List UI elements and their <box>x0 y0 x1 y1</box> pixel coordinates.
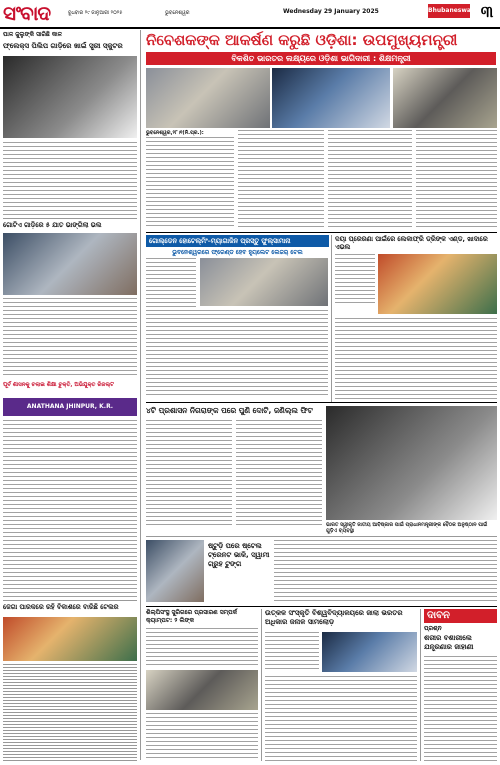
divider <box>261 609 262 761</box>
odia-date: ବୁଧବାର ୨୯ ଜାନୁଆରୀ ୨୦୨୫ <box>68 10 123 16</box>
left-kicker: ପାଳ ଜୁଲୁଙ୍କି ସାରିଛି କାଳ <box>3 31 62 38</box>
section-label: ଭୁବନେଶ୍ୱର <box>165 10 190 16</box>
bottom-left-text <box>146 628 258 666</box>
third-col-1 <box>146 420 232 528</box>
lead-subhead: ବିକଶିତ ଭାରତର ଲକ୍ଷ୍ୟରେ ଓଡ଼ିଶା ଭାଗିଦାରୀ : ଶିକ୍ଷମନ୍ତ୍ରୀ <box>146 52 496 65</box>
bottom-left-headline: ଶିଲ୍ପିସଂସ୍ଥ ସୁରିଗରେ ପ୍ରସାରଣ ସମ୍ପର୍କ କ୍ୟାମ୍ପଟ: ୨ ଲିଙ୍କ <box>146 609 238 624</box>
left-bottom-headline: ଜେଗା ପାରକରେ ରହି ବିକାଶରେ ବାରିଛି ଟେଲର <box>3 603 119 611</box>
bottom-mid-text-b <box>265 676 417 761</box>
small-story-text <box>274 540 497 602</box>
lead-photo-1 <box>146 68 270 128</box>
bottom-left-text-2 <box>146 713 258 761</box>
column-headline: ଶରୀର ବଶାରୀଲେ ଯନ୍ତ୍ରଣାର ଜାହାଣୀ <box>424 634 474 651</box>
divider <box>146 606 497 607</box>
column-divider <box>140 30 141 760</box>
left-mid-headline: ଗୋଟିଏ ଗାଡ଼ିରେ ୫ ଯାତ ଭାଙ୍ଗିଲା ଭଲ <box>3 221 102 229</box>
group-photo <box>3 617 137 661</box>
second-text-a <box>146 258 196 308</box>
left-article-text <box>3 142 137 216</box>
second-text-b <box>146 310 328 398</box>
third-col-2 <box>236 420 322 528</box>
column-text <box>424 656 497 761</box>
right-text-b <box>335 318 497 400</box>
small-headline: ଷ୍ଟୁଡ଼ି ପରେ ଷ୍ଟେଲ ଟ୍ରେନଟ ଭାକି, ସ୍ୱାମୀ ଗ୍ରୁହ ଟୁଙ୍ଗ <box>208 542 270 568</box>
divider <box>3 218 137 219</box>
second-subhead: ଭୁବନେଶ୍ୱରରେ ଫ୍ରେଣ୍ଡ ହେବ ହ୍ୟୁଲେଟ ଲେଜର୍ ଟେଲ <box>172 249 303 256</box>
bottom-left-photo <box>146 670 258 710</box>
small-photo <box>146 540 204 602</box>
third-headline: ୪ଟି ପ୍ରଶାସନ ନିଗରାଙ୍କ ପରେ ପୁଣି ଦୋଟି, ଜଣିଲ୍ଲ ଫିଟ <box>146 406 313 415</box>
lead-headline: ନିବେଶକଙ୍କ ଆକର୍ଷଣ କରୁଛି ଓଡ଼ିଶା: ଉପମୁଖ୍ୟମନ୍ତ୍ରୀ <box>146 31 458 49</box>
left-subhead: ପୂର୍ବ ଶାସନକୁ ଚଲାଇ ଶିକ୍ଷା ଚୁକ୍ତି, ଅଭିଯୁକ୍ତ ରିଜଲ୍ଟ <box>3 382 114 388</box>
divider <box>146 402 497 403</box>
lead-col-1 <box>146 137 234 229</box>
ceremony-photo <box>378 254 497 314</box>
divider <box>146 232 497 233</box>
event-photo <box>200 258 328 306</box>
banner-ad: ANATHANA JHINPUR, K.R. <box>3 398 137 416</box>
bottom-mid-photo <box>322 632 417 672</box>
lead-col-2 <box>238 130 324 229</box>
english-date: Wednesday 29 January 2025 <box>283 8 379 15</box>
right-headline: ଦୟା ପ୍ରେରଣା ପାଇଁରେ ଲେକାଫ୍ରି ଡ୍ରିଙ୍କ ଏଣ୍ଡ, ଖାଦାରେ ଏଭଲ <box>335 235 488 251</box>
newspaper-logo: ସଂବାଦ <box>3 1 51 25</box>
divider <box>3 600 137 601</box>
left-mid-text <box>3 298 137 378</box>
divider <box>331 235 332 403</box>
divider <box>146 536 497 537</box>
bottom-mid-text-a <box>265 632 319 672</box>
left-lower-text <box>3 420 137 598</box>
lead-photo-2 <box>272 68 390 128</box>
lead-dateline: ଭୁବନେଶ୍ୱର,୨୮।୧(ନି.ପ୍ର.): <box>146 130 204 136</box>
city-badge: Bhubaneswar <box>428 4 470 18</box>
left-top-headline: ଫ୍ଲେକ୍ସ ପିଲିପ ଗାଡ଼ିରେ ଖାଇଁ ସ୍ତ୍ରୀ ସ୍କୁଟର <box>3 42 123 50</box>
accident-photo <box>3 56 137 138</box>
photo-caption: ଭାରତ ସ୍ୱୀକୃତି ଜାତୀୟ ଆବିଷ୍କାର ପାଇଁ ପ୍ରାଧାନମନ୍ତ୍ରୀଙ୍କ ବୈଠକ ଅନୁଷ୍ଠାନ ପାଇଁ ଗୁଡ଼ିଏ ବ୍ୟବସ୍ଥା <box>326 522 488 534</box>
lead-col-3 <box>328 130 412 229</box>
right-text-a <box>335 254 375 306</box>
divider <box>420 609 421 761</box>
left-bottom-text <box>3 664 137 762</box>
lead-col-4 <box>416 130 497 229</box>
column-kicker: ଦାବନ <box>424 609 497 623</box>
column-sub: ପ୍ରଶ୍ନ <box>424 625 442 632</box>
bottom-mid-headline: ଉତ୍କଳ ସଂସ୍କୃତି ବିଶ୍ୱବିଦ୍ୟାଳୟରେ ଜାଲା ଭରତର ଅଧିକାର ଜନାଳ ସାମଲୋଡ଼ <box>265 609 403 626</box>
page-number: ୩ <box>480 2 494 21</box>
second-headline: ଗୋଲ୍ଡେନ ହୋଟେଲ୍ମିଂ–ମ୍ୟାଗାଜିନ ପ୍ରସ୍ତୁ ଫୁଲ୍ସାମାନା <box>146 235 329 247</box>
incident-photo <box>3 233 137 295</box>
train-photo <box>326 406 497 520</box>
lead-photo-3 <box>393 68 497 128</box>
